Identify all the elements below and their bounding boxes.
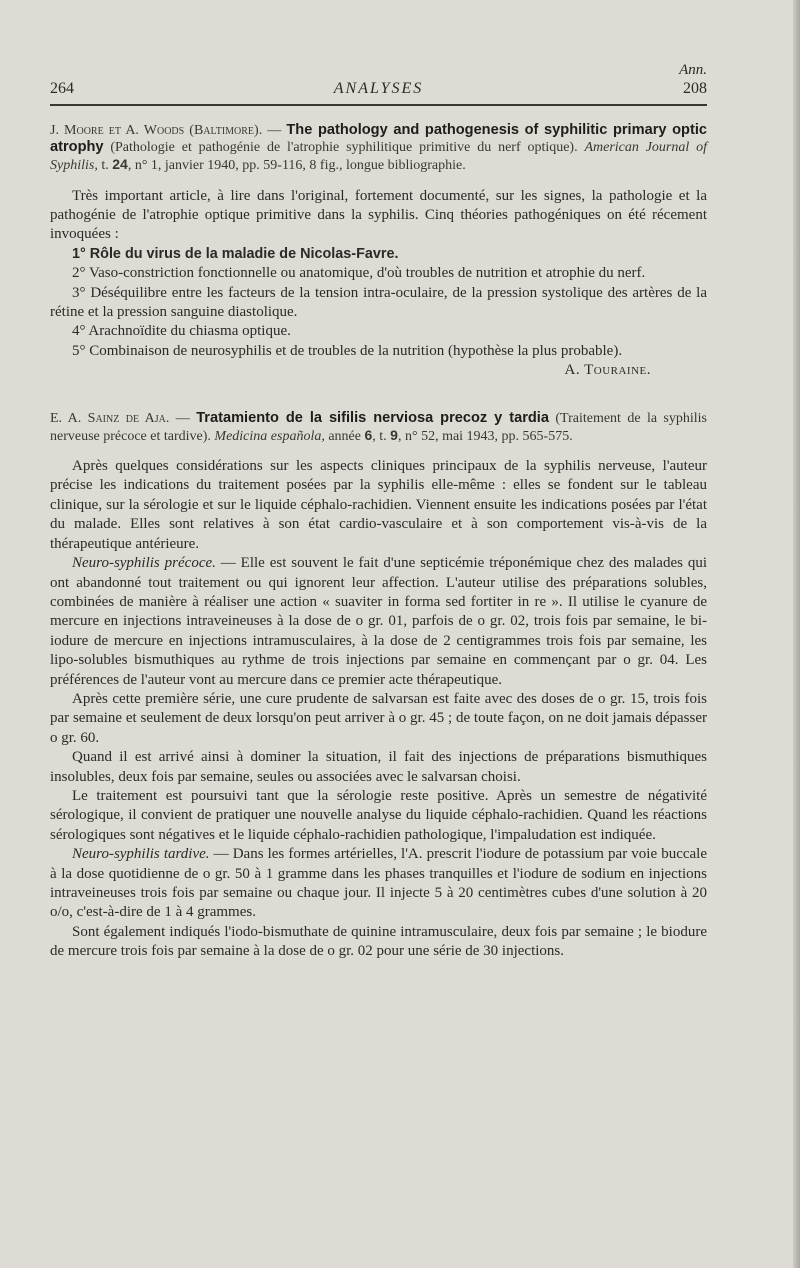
page-number: 264 (50, 80, 74, 97)
article-1-title: The pathology and pathogenesis of syphilitic primary optic atrophy (50, 122, 707, 156)
article-2-volume: 9 (390, 426, 398, 443)
article-1-item-1: 1° Rôle du virus de la maladie de Nicolas-Favre. (72, 245, 399, 262)
running-title: ANALYSES (333, 80, 424, 97)
article-2-paragraph-6 (50, 845, 707, 923)
article-2-title: Tratamiento de la sifilis nerviosa precoz y tardia (196, 409, 549, 426)
article-2-year-volume: 6 (364, 426, 373, 443)
page-header (50, 62, 707, 108)
article-2-paragraph-5: Le traitement est poursuivi tant que la sérologie reste positive. Après un semestre de négativité sérologique, il convient de pratiquer une nouvelle analyse du liquide céphalo-rachidien. Quand les réactions sérologiques sont négatives et le liquide céphalo-rachidien pathologique, l'impaludation est indiquée. (50, 787, 707, 843)
article-1-t: t. (97, 158, 113, 174)
article-1-authors: J. Moore et A. Woods (Baltimore). — (50, 123, 287, 138)
article-2-t: , t. (372, 428, 391, 444)
article-1-item-5 (50, 342, 707, 379)
article-2-authors: E. A. Sainz de Aja. — (50, 410, 197, 426)
volume-page-number: 208 (683, 80, 707, 97)
article-2-journal: Medicina española, (214, 428, 325, 444)
article-2-annee: année (324, 428, 365, 444)
article-1-intro: Très important article, à lire dans l'original, fortement documenté, sur les signes, la pathologie et la pathogénie de l'atrophie optique primitive dans la syphilis. Cinq théories pathogéniques on été récement invoquées : (50, 187, 707, 243)
article-1-reference (50, 122, 707, 175)
article-2-heading-precoce: Neuro-syphilis précoce. (72, 555, 216, 572)
article-2-translation: (Traitement de la syphilis nerveuse précoce et tardive). (50, 410, 707, 444)
article-1-ref-rest: , n° 1, janvier 1940, pp. 59-116, 8 fig., longue bibliographie. (127, 158, 466, 174)
header-rule (50, 104, 707, 106)
article-1-journal: American Journal of Syphilis, (50, 140, 707, 174)
signature-name: A. Touraine. (564, 362, 651, 379)
page-content (50, 122, 707, 962)
article-2-heading-tardive: Neuro-syphilis tardive. (72, 846, 210, 863)
article-2-paragraph-2 (50, 554, 707, 690)
header-ann: Ann. (679, 62, 707, 78)
article-1-item-4: 4° Arachnoïdite du chiasma optique. (72, 323, 291, 340)
article-1-signature (543, 361, 651, 380)
article-2-paragraph-6-body: — Dans les formes artérielles, l'A. prescrit l'iodure de potassium par voie buccale à la dose quotidienne de o gr. 50 à 1 gramme dans les phases tranquilles et l'iodure de sodium en injections intraveineuses trois fois par semaine ou chaque jour. Il injecte 5 à 20 centimètres cubes d'une solution à 20 o/o, c'est-à-dire de 1 à 4 grammes. (50, 846, 707, 921)
article-1-item-5-text: 5° Combinaison de neurosyphilis et de troubles de la nutrition (hypothèse la plus probable). (72, 342, 623, 359)
article-1-item-2: 2° Vaso-constriction fonctionnelle ou anatomique, d'où troubles de nutrition et atrophie du nerf. (72, 265, 646, 282)
article-2-paragraph-1: Après quelques considérations sur les aspects cliniques principaux de la syphilis nerveuse, l'auteur précise les indications du traitement posées par la syphilis elle-même : elles se fondent sur le tableau clinique, sur la sérologie et sur le liquide céphalo-rachidien. Viennent ensuite les indications posées par l'état du malade. Elles sont relatives à son état cardio-vasculaire et à son comportement vis-à-vis de la thérapeutique antérieure. (50, 458, 707, 552)
article-2-paragraph-3: Après cette première série, une cure prudente de salvarsan est faite avec des doses de o gr. 15, trois fois par semaine et seulement de deux lorsqu'on peut arriver à o gr. 45 ; de toute façon, on ne doit jamais dépasser o gr. 60. (50, 690, 707, 746)
article-2-paragraph-2-body: — Elle est souvent le fait d'une septicémie tréponémique chez des malades qui ont abandonné tout traitement ou qui ignorent leur affection. L'auteur utilise des préparations solubles, combinées de manière à réaliser une action « suaviter in forma sed fortiter in re ». Il utilise le cyanure de mercure en injections intraveineuses à la dose de o gr. 01, parfois de o gr. 02, trois fois par semaine, le bi-iodure de mercure en injections intramusculaires, à la dose de 2 centigrammes trois fois par semaine, les lipo-solubles bismuthiques au rythme de trois injections par semaine en commençant par o gr. 04. Les préférences de l'auteur vont au mercure dans ce premier acte thérapeutique. (50, 555, 707, 688)
article-2-paragraph-4: Quand il est arrivé ainsi à dominer la situation, il fait des injections de préparations bismuthiques insolubles, deux fois par semaine, seules ou associées avec le salvarsan choisi. (50, 749, 707, 785)
article-2-reference (50, 410, 707, 445)
article-1-item-3: 3° Déséquilibre entre les facteurs de la tension intra-oculaire, de la pression systolique des artères de la rétine et la pression sanguine diastolique. (50, 284, 707, 321)
article-2-paragraph-7: Sont également indiqués l'iodo-bismuthate de quinine intramusculaire, deux fois par semaine ; le biodure de mercure trois fois par semaine à la dose de o gr. 02 pour une série de 30 injections. (50, 923, 707, 960)
page-edge-shadow (793, 0, 800, 1268)
article-1-volume: 24 (112, 156, 128, 173)
article-2-ref-rest: , n° 52, mai 1943, pp. 565-575. (397, 428, 573, 444)
article-1-translation: (Pathologie et pathogénie de l'atrophie syphilitique primitive du nerf optique). (103, 140, 585, 156)
